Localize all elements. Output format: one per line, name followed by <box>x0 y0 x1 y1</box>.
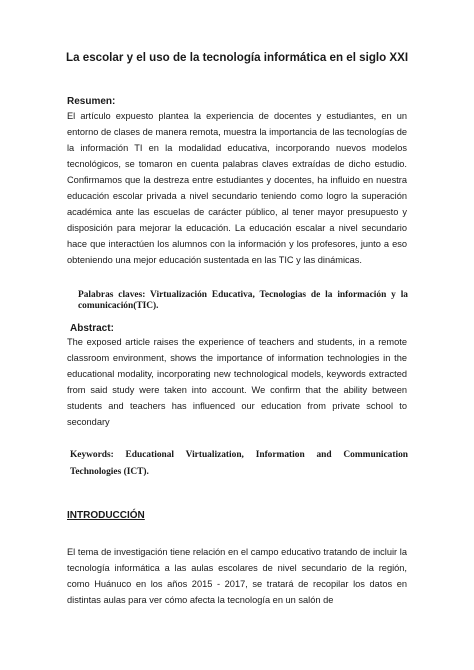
abstract-heading: Abstract: <box>70 323 114 334</box>
palabras-claves: Palabras claves: Virtualización Educativa, Tecnologias de la información y la comunicación(TIC). <box>78 290 408 311</box>
intro-clip <box>67 544 407 662</box>
intro-heading: INTRODUCCIÓN <box>67 510 145 521</box>
resumen-paragraph: El artículo expuesto plantea la experiencia de docentes y estudiantes, en un entorno de clases de manera remota, muestra la importancia de las tecnologías de la información TI en la modalidad educativa, incorporando nuevos modelos tecnológicos, se tomaron en cuenta palabras claves extraídas de dicho estudio. Confirmamos que la destreza entre estudiantes y docentes, ha influido en nuestra educación escolar privada a nivel secundario teniendo como logro la superación académica ante las escuelas de carácter público, al tener mayor presupuesto y disposición para mejorar la educación. La educación escalar a nivel secundario hace que interactúen los alumnos con la información y los profesores, junto a eso obteniendo una mejor educación sustentada en las TIC y las dinámicas. <box>67 111 407 266</box>
resumen-heading: Resumen: <box>67 96 116 107</box>
intro-paragraph: El tema de investigación tiene relación en el campo educativo tratando de incluir la tecnología informática a las aulas escolares de nivel secundario de la región, como Huánuco en los años 2015 - 2017, se tratará de recopilar los datos en distintas aulas para ver cómo afecta la tecnología en un salón de <box>67 547 407 606</box>
abstract-paragraph: The exposed article raises the experience of teachers and students, in a remote classroom environment, shows the importance of information technologies in the educational modality, incorporating new technological models, keywords extracted from said study were taken into account. We confirm that the ability between students and teachers has influenced our education from private school to secondary <box>67 337 407 428</box>
document-title: La escolar y el uso de la tecnología informática en el siglo XXI <box>66 51 409 64</box>
keywords: Keywords: Educational Virtualization, Information and Communication Technologies (ICT). <box>70 450 408 477</box>
